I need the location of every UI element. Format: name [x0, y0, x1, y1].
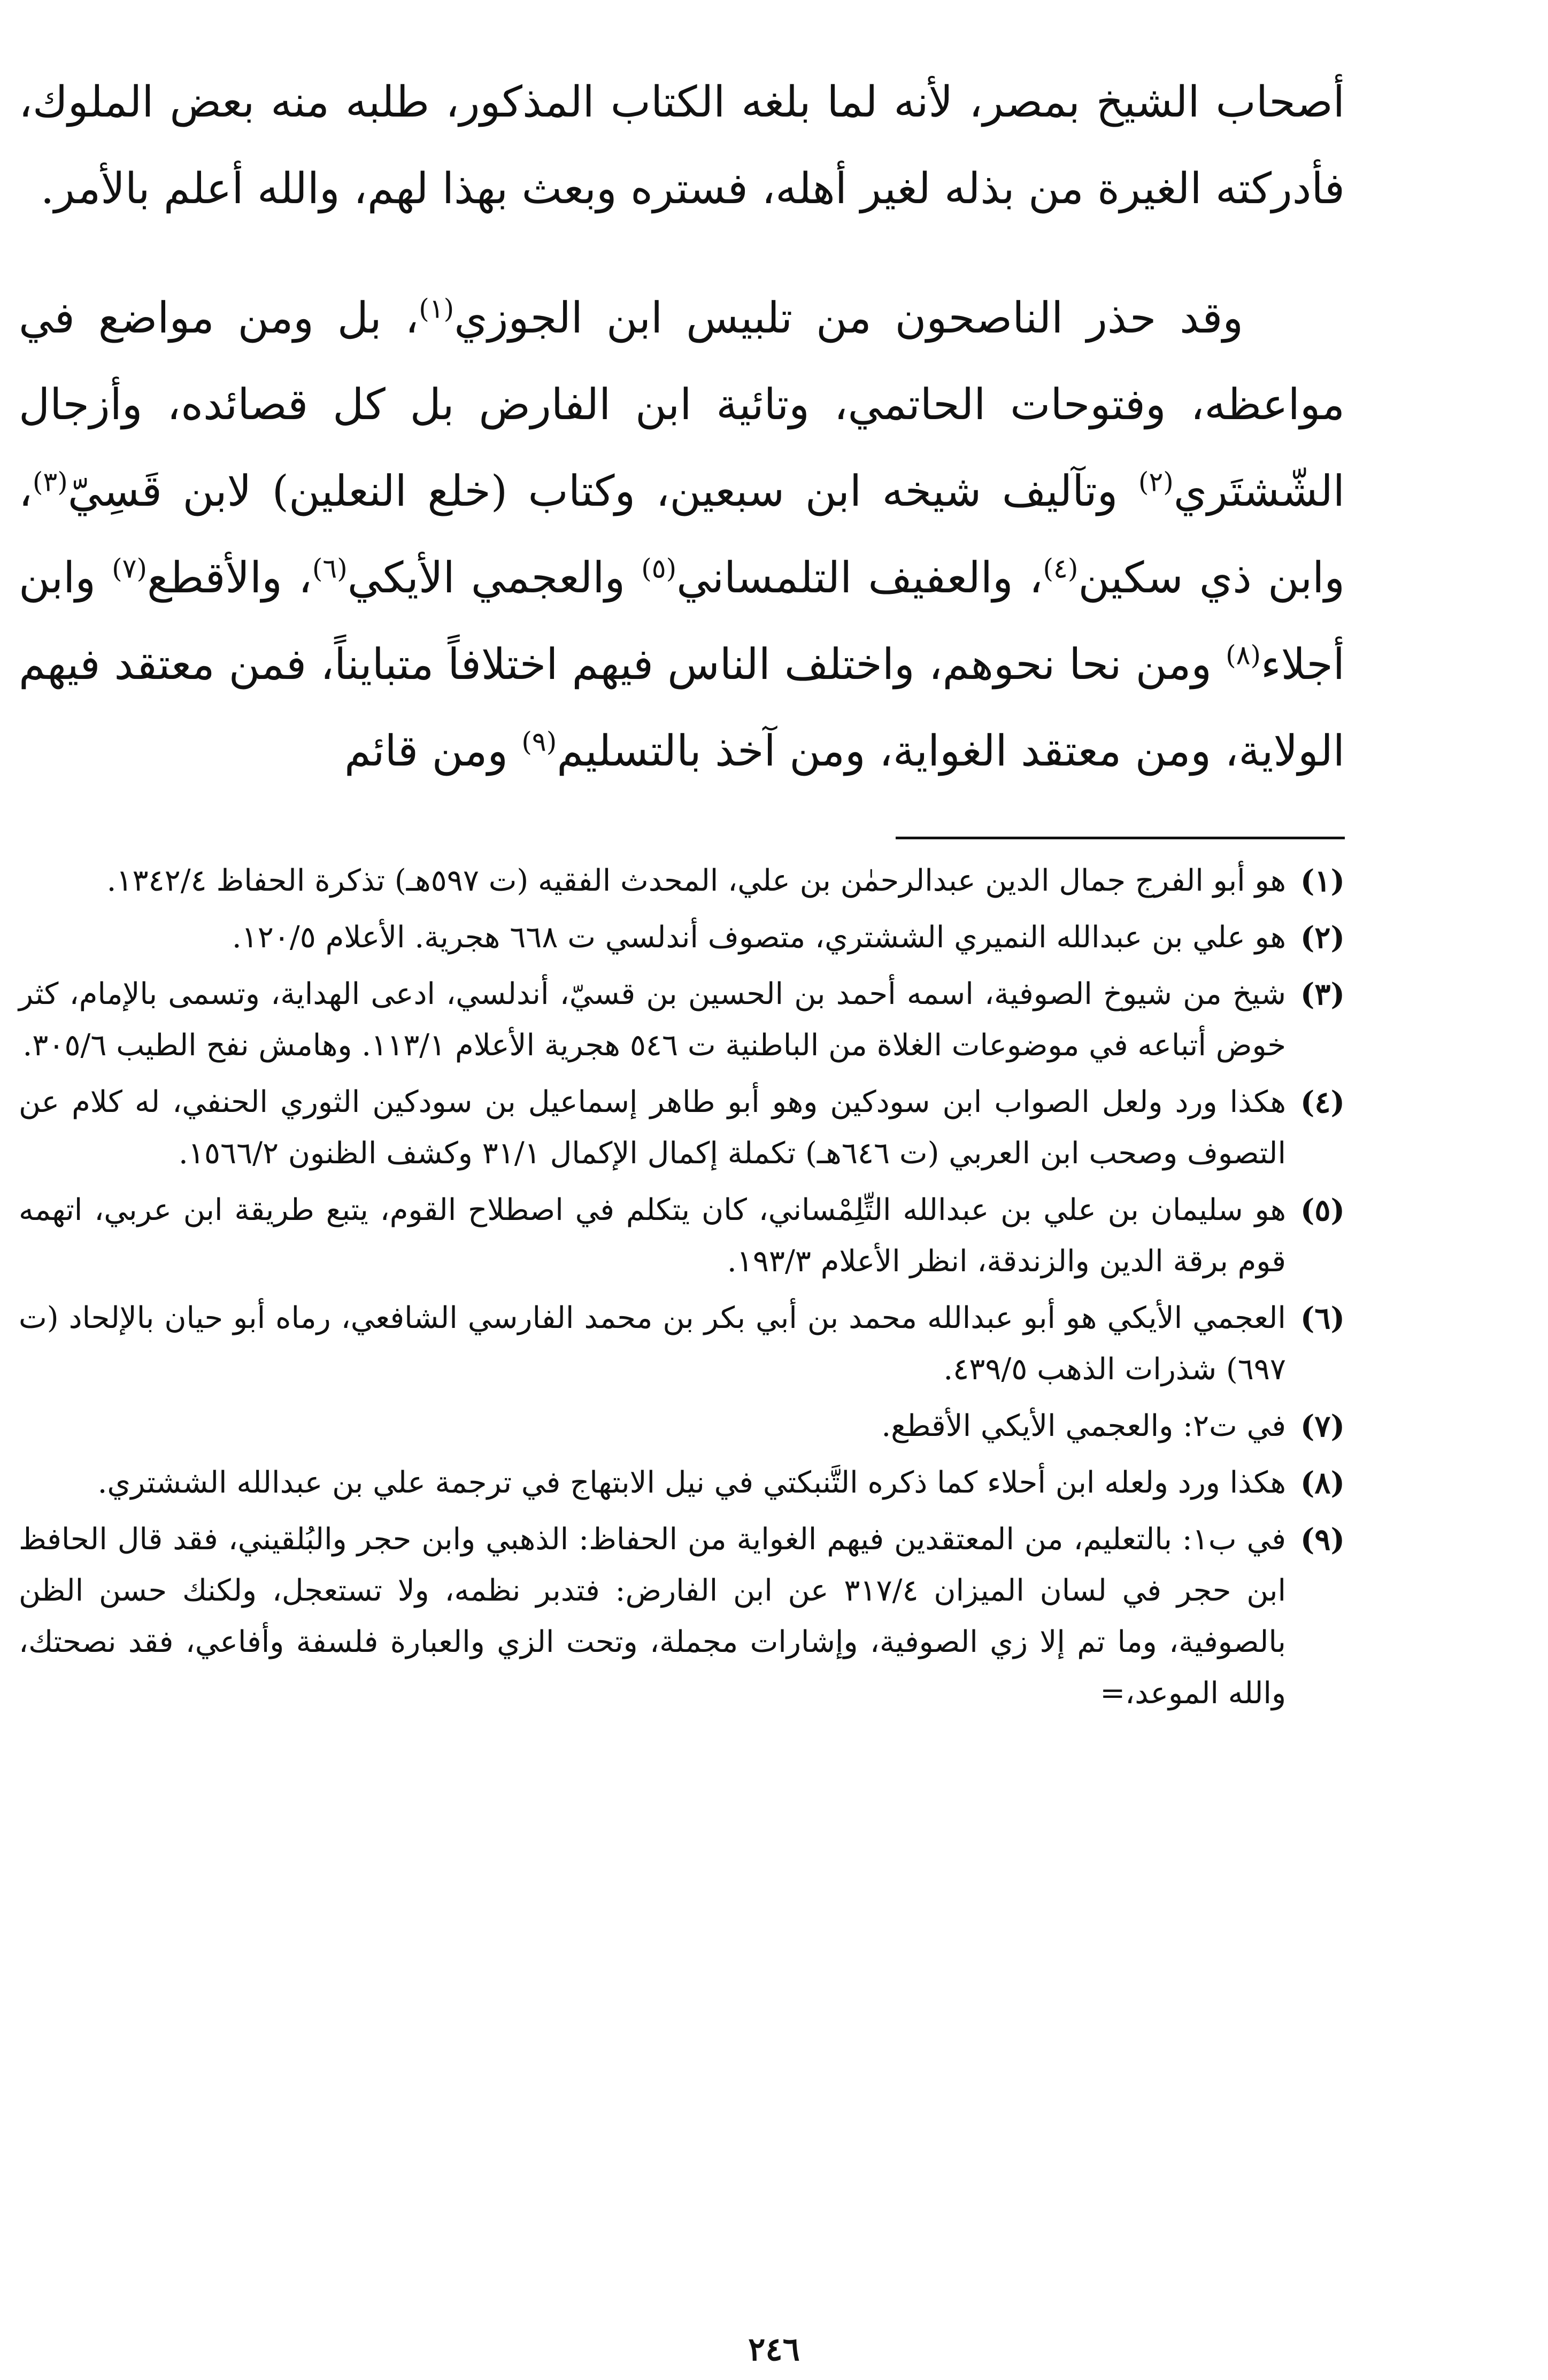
paragraph-2: [19, 275, 1345, 794]
footnote-text: شيخ من شيوخ الصوفية، اسمه أحمد بن الحسين بن قسيّ، أندلسي، ادعى الهداية، وتسمى بالإمام، كثر خوض أتباعه في موضوعات الغلاة من الباطنية ت ٥٤٦ هجرية الأعلام ١١٣/١. وهامش نفح الطيب ٣٠٥/٦.: [19, 977, 1286, 1063]
footnote-number: (٣): [1300, 977, 1345, 1012]
footnote-4: [19, 1077, 1345, 1179]
footnote-text: في ب١: بالتعليم، من المعتقدين فيهم الغواية من الحفاظ: الذهبي وابن حجر والبُلقيني، فقد قال الحافظ ابن حجر في لسان الميزان ٣١٧/٤ عن ابن الفارض: فتدبر نظمه، ولا تستعجل، ولكنك حسن الظن بالصوفية، وما تم إلا زي الصوفية، وإشارات مجملة، وتحت الزي والعبارة فلسفة وأفاعي، فقد نصحتك، والله الموعد،=: [19, 1522, 1287, 1711]
footnote-ref-2[interactable]: (٢): [1138, 466, 1174, 498]
footnote-text: هو أبو الفرج جمال الدين عبدالرحمٰن بن علي، المحدث الفقيه (ت ٥٩٧هـ) تذكرة الحفاظ ١٣٤٢/٤.: [106, 863, 1286, 898]
footnote-number: (٩): [1300, 1522, 1345, 1557]
footnote-number: (٧): [1300, 1409, 1345, 1444]
footnote-6: [19, 1293, 1345, 1395]
text-run: وقد حذر الناصحون من تلبيس ابن الجوزي: [454, 293, 1243, 343]
footnote-text: هكذا ورد ولعل الصواب ابن سودكين وهو أبو طاهر إسماعيل بن سودكين الثوري الحنفي، له كلام عن التصوف وصحب ابن العربي (ت ٦٤٦هـ) تكملة إكمال الإكمال ٣١/١ وكشف الظنون ١٥٦٦/٢.: [19, 1085, 1286, 1171]
main-text: [19, 59, 1345, 794]
footnote-text: هو سليمان بن علي بن عبدالله التِّلِمْساني، كان يتكلم في اصطلاح القوم، يتبع طريقة ابن عربي، اتهمه قوم برقة الدين والزندقة، انظر الأعلام ١٩٣/٣.: [19, 1193, 1286, 1279]
footnote-text: في ت٢: والعجمي الأيكي الأقطع.: [881, 1409, 1286, 1443]
text-run: ، والأقطع: [147, 553, 312, 602]
text-run: ، وابن ذي سكين: [19, 466, 1345, 602]
footnote-2: [19, 912, 1345, 963]
footnote-9: [19, 1514, 1345, 1719]
paragraph-1: أصحاب الشيخ بمصر، لأنه لما بلغه الكتاب المذكور، طلبه منه بعض الملوك، فأدركته الغيرة من بذله لغير أهله، فستره وبعث بهذا لهم، والله أعلم بالأمر.: [19, 77, 1345, 213]
text-run: وابن أجلاء: [19, 553, 1345, 689]
footnote-number: (٨): [1300, 1465, 1345, 1501]
footnote-ref-9[interactable]: (٩): [521, 726, 557, 758]
footnote-number: (٢): [1300, 920, 1345, 955]
page-number: ٢٤٦: [748, 2331, 800, 2368]
footnote-5: [19, 1185, 1345, 1287]
footnote-text: هكذا ورد ولعله ابن أحلاء كما ذكره التَّنبكتي في نيل الابتهاج في ترجمة علي بن عبدالله الششتري.: [97, 1465, 1286, 1500]
footnotes-list: [19, 855, 1345, 1725]
footnote-8: [19, 1457, 1345, 1509]
footnote-ref-7[interactable]: (٧): [112, 553, 147, 584]
footnote-number: (١): [1300, 863, 1345, 899]
footnote-number: (٥): [1300, 1193, 1345, 1228]
text-run: ، بل ومن مواضع في مواعظه، وفتوحات الحاتمي، وتائية ابن الفارض بل كل قصائده، وأزجال الشّشتَري: [19, 293, 1345, 516]
footnote-ref-3[interactable]: (٣): [32, 466, 68, 498]
footnote-number: (٦): [1300, 1301, 1345, 1336]
footnote-1: [19, 855, 1345, 907]
footnote-ref-5[interactable]: (٥): [641, 553, 677, 584]
text-run: والعجمي الأيكي: [347, 553, 642, 602]
footnote-ref-6[interactable]: (٦): [312, 553, 348, 584]
footnote-number: (٤): [1300, 1085, 1345, 1120]
footnote-ref-1[interactable]: (١): [419, 293, 455, 324]
footnote-3: [19, 969, 1345, 1071]
footnote-text: هو علي بن عبدالله النميري الششتري، متصوف أندلسي ت ٦٦٨ هجرية. الأعلام ١٢٠/٥.: [232, 920, 1286, 955]
footnote-text: العجمي الأيكي هو أبو عبدالله محمد بن أبي بكر بن محمد الفارسي الشافعي، رماه أبو حيان بالإلحاد (ت ٦٩٧) شذرات الذهب ٤٣٩/٥.: [19, 1301, 1286, 1387]
text-run: ، والعفيف التلمساني: [676, 553, 1043, 602]
footnote-ref-8[interactable]: (٨): [1226, 639, 1261, 671]
footnote-ref-4[interactable]: (٤): [1043, 553, 1079, 584]
footnote-divider: [896, 837, 1345, 839]
text-run: ومن نحا نحوهم، واختلف الناس فيهم اختلافاً متبايناً، فمن معتقد فيهم الولاية، ومن معتقد الغواية، ومن آخذ بالتسليم: [19, 639, 1345, 776]
text-run: وتآليف شيخه ابن سبعين، وكتاب (خلع النعلين) لابن قَسِيّ: [67, 466, 1138, 516]
text-run: ومن قائم: [344, 726, 522, 776]
footnote-7: [19, 1401, 1345, 1452]
